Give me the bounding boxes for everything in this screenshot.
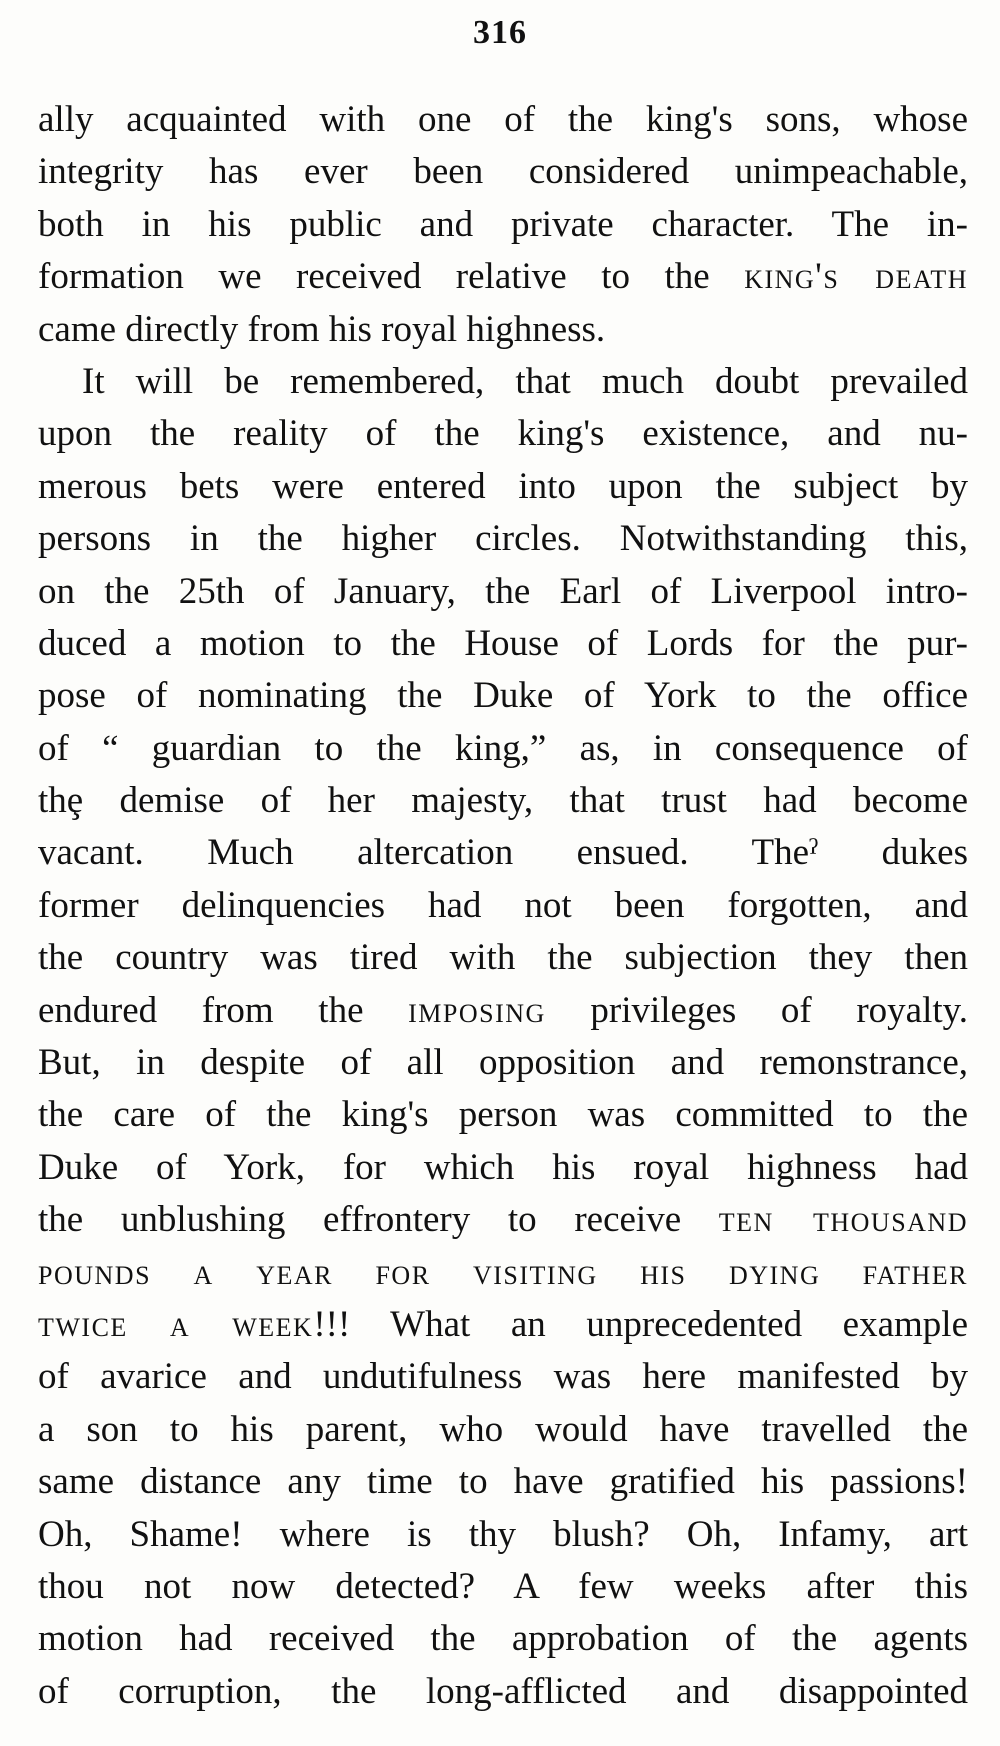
text-line: It will be remembered, that much doubt prevailed [82, 360, 968, 402]
text-line: integrity has ever been considered unimpeachable, [38, 151, 968, 193]
small-caps-line: pounds a year for visiting his dying father [38, 1251, 968, 1293]
small-caps-phrase: twice a week [38, 1303, 314, 1345]
text-line [38, 251, 968, 303]
text-line: former delinquencies had not been forgotten, and [38, 884, 968, 926]
text-line: thȩ demise of her majesty, that trust had become [38, 780, 968, 822]
text-run: privileges of royalty. [545, 989, 968, 1031]
text-line: Oh, Shame! where is thy blush? Oh, Infamy, art [38, 1513, 968, 1555]
text-line: ally acquainted with one of the king's sons, whose [38, 99, 968, 140]
text-line: a son to his parent, who would have travelled the [38, 1408, 968, 1450]
small-caps-phrase: king's death [744, 256, 968, 298]
text-run: endured from the [38, 989, 409, 1031]
text-line: persons in the higher circles. Notwithstanding this, [38, 518, 968, 560]
text-line: both in his public and private character. The in- [38, 203, 968, 245]
text-line [38, 1194, 968, 1246]
text-line [38, 985, 968, 1037]
text-line: But, in despite of all opposition and remonstrance, [38, 1042, 968, 1084]
text-line: Duke of York, for which his royal highness had [38, 1146, 968, 1188]
body-text [38, 94, 968, 1718]
text-line [38, 1299, 968, 1351]
text-line: the country was tired with the subjection they then [38, 937, 968, 979]
text-line: merous bets were entered into upon the subject by [38, 465, 968, 507]
text-line: on the 25th of January, the Earl of Liverpool intro- [38, 570, 968, 612]
text-line: upon the reality of the king's existence, and nu- [38, 413, 968, 455]
text-line: the care of the king's person was committed to the [38, 1094, 968, 1136]
text-line: of corruption, the long-afflicted and disappointed [38, 1670, 968, 1712]
text-line: duced a motion to the House of Lords for the pur- [38, 622, 968, 664]
text-run: formation we received relative to the [38, 256, 745, 298]
small-caps-phrase: ten thousand [718, 1199, 968, 1241]
text-run: the unblushing effrontery to receive [38, 1199, 719, 1241]
text-line: pose of nominating the Duke of York to the office [38, 675, 968, 717]
text-run: !!! What an unprecedented example [313, 1303, 968, 1345]
text-line: came directly from his royal highness. [38, 308, 606, 350]
text-line: of “ guardian to the king,” as, in consequence of [38, 727, 968, 769]
text-line: of avarice and undutifulness was here manifested by [38, 1356, 968, 1398]
text-line: same distance any time to have gratified his passions! [38, 1461, 968, 1503]
page-number: 316 [473, 14, 527, 51]
small-caps-phrase: imposing [408, 989, 546, 1031]
text-line: thou not now detected? A few weeks after this [38, 1565, 968, 1607]
text-line: vacant. Much altercation ensued. Theˀ dukes [38, 832, 968, 874]
text-line: motion had received the approbation of the agents [38, 1618, 968, 1660]
